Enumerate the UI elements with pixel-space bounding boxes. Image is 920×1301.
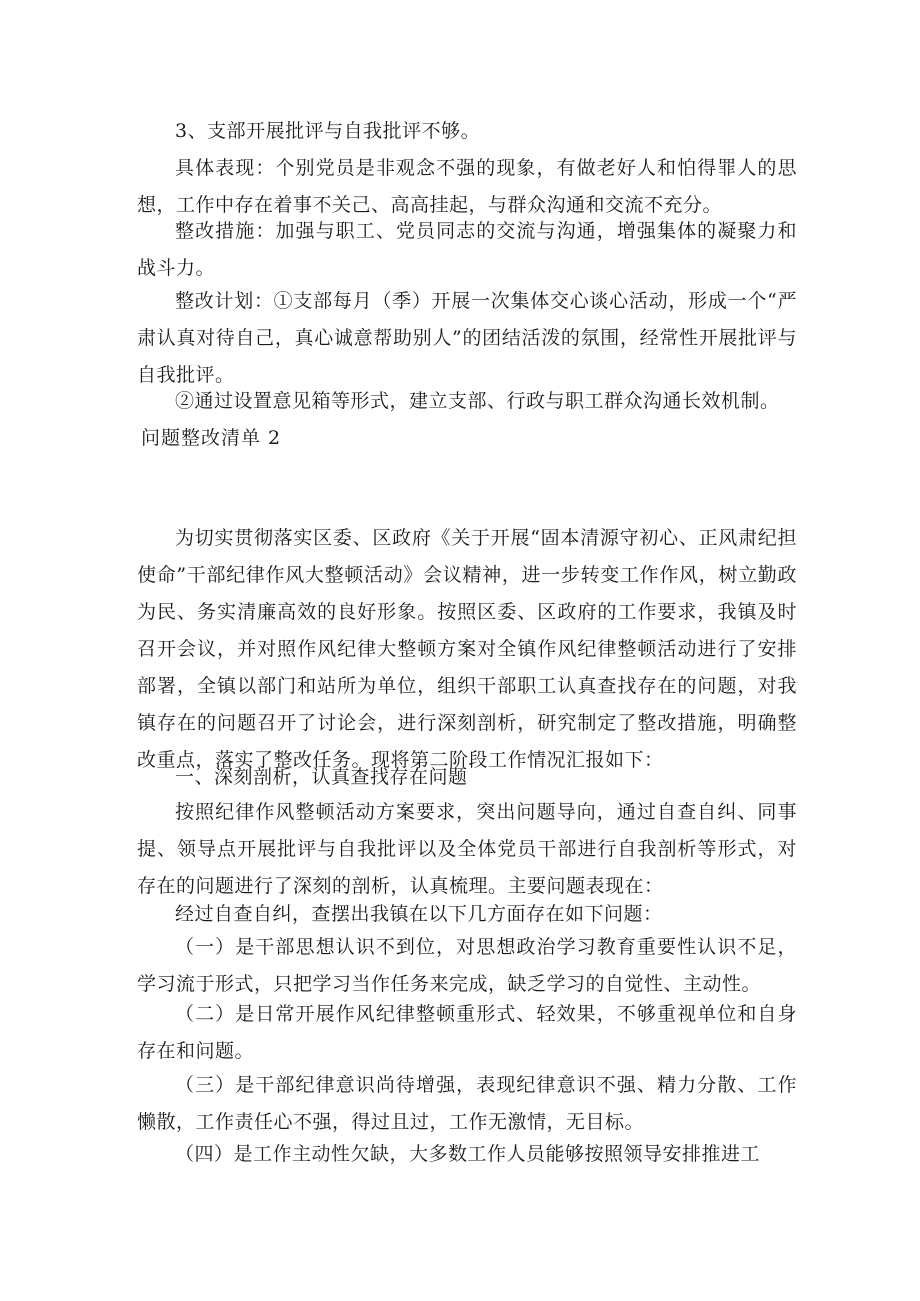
problem-item-2: （二）是日常开展作风纪律整顿重形式、轻效果，不够重视单位和自身存在和问题。 — [137, 1003, 797, 1062]
manifestation-paragraph: 具体表现：个别党员是非观念不强的现象，有做老好人和怕得罪人的思想，工作中存在着事不关己、高高挂起，与群众沟通和交流不充分。 — [137, 157, 797, 216]
section-title: 问题整改清单 2 — [141, 427, 282, 449]
plan-paragraph-2: ②通过设置意见箱等形式，建立支部、行政与职工群众沟通长效机制。 — [175, 390, 780, 412]
item-title-3: 3、支部开展批评与自我批评不够。 — [175, 120, 481, 142]
measures-paragraph: 整改措施：加强与职工、党员同志的交流与沟通，增强集体的凝聚力和战斗力。 — [137, 220, 797, 279]
problem-item-1: （一）是干部思想认识不到位，对思想政治学习教育重要性认识不足，学习流于形式，只把学习当作任务来完成，缺乏学习的自觉性、主动性。 — [137, 936, 797, 995]
problem-item-3: （三）是干部纪律意识尚待增强，表现纪律意识不强、精力分散、工作懒散，工作责任心不强，得过且过，工作无激情，无目标。 — [137, 1074, 797, 1133]
analysis-paragraph: 按照纪律作风整顿活动方案要求，突出问题导向，通过自查自纠、同事提、领导点开展批评与自我批评以及全体党员干部进行自我剖析等形式，对存在的问题进行了深刻的剖析，认真梳理。主要问题表现在： — [137, 801, 797, 897]
intro-paragraph: 为切实贯彻落实区委、区政府《关于开展“固本清源守初心、正风肃纪担使命”干部纪律作风大整顿活动》会议精神，进一步转变工作作风，树立勤政为民、务实清廉高效的良好形象。按照区委、区政府的工作要求，我镇及时召开会议，并对照作风纪律大整顿方案对全镇作风纪律整顿活动进行了安排部署，全镇以部门和站所为单位，组织干部职工认真查找存在的问题，对我镇存在的问题召开了讨论会，进行深刻剖析，研究制定了整改措施，明确整改重点，落实了整改任务。现将第二阶段工作情况汇报如下： — [137, 527, 797, 771]
problem-item-4: （四）是工作主动性欠缺，大多数工作人员能够按照领导安排推进工 — [175, 1143, 761, 1165]
plan-paragraph: 整改计划：①支部每月（季）开展一次集体交心谈心活动，形成一个“严肃认真对待自己，真心诚意帮助别人”的团结活泼的氛围，经常性开展批评与自我批评。 — [137, 290, 797, 386]
self-check-paragraph: 经过自查自纠，查摆出我镇在以下几方面存在如下问题： — [175, 903, 663, 925]
section-heading-1: 一、深刻剖析，认真查找存在问题 — [175, 766, 468, 788]
